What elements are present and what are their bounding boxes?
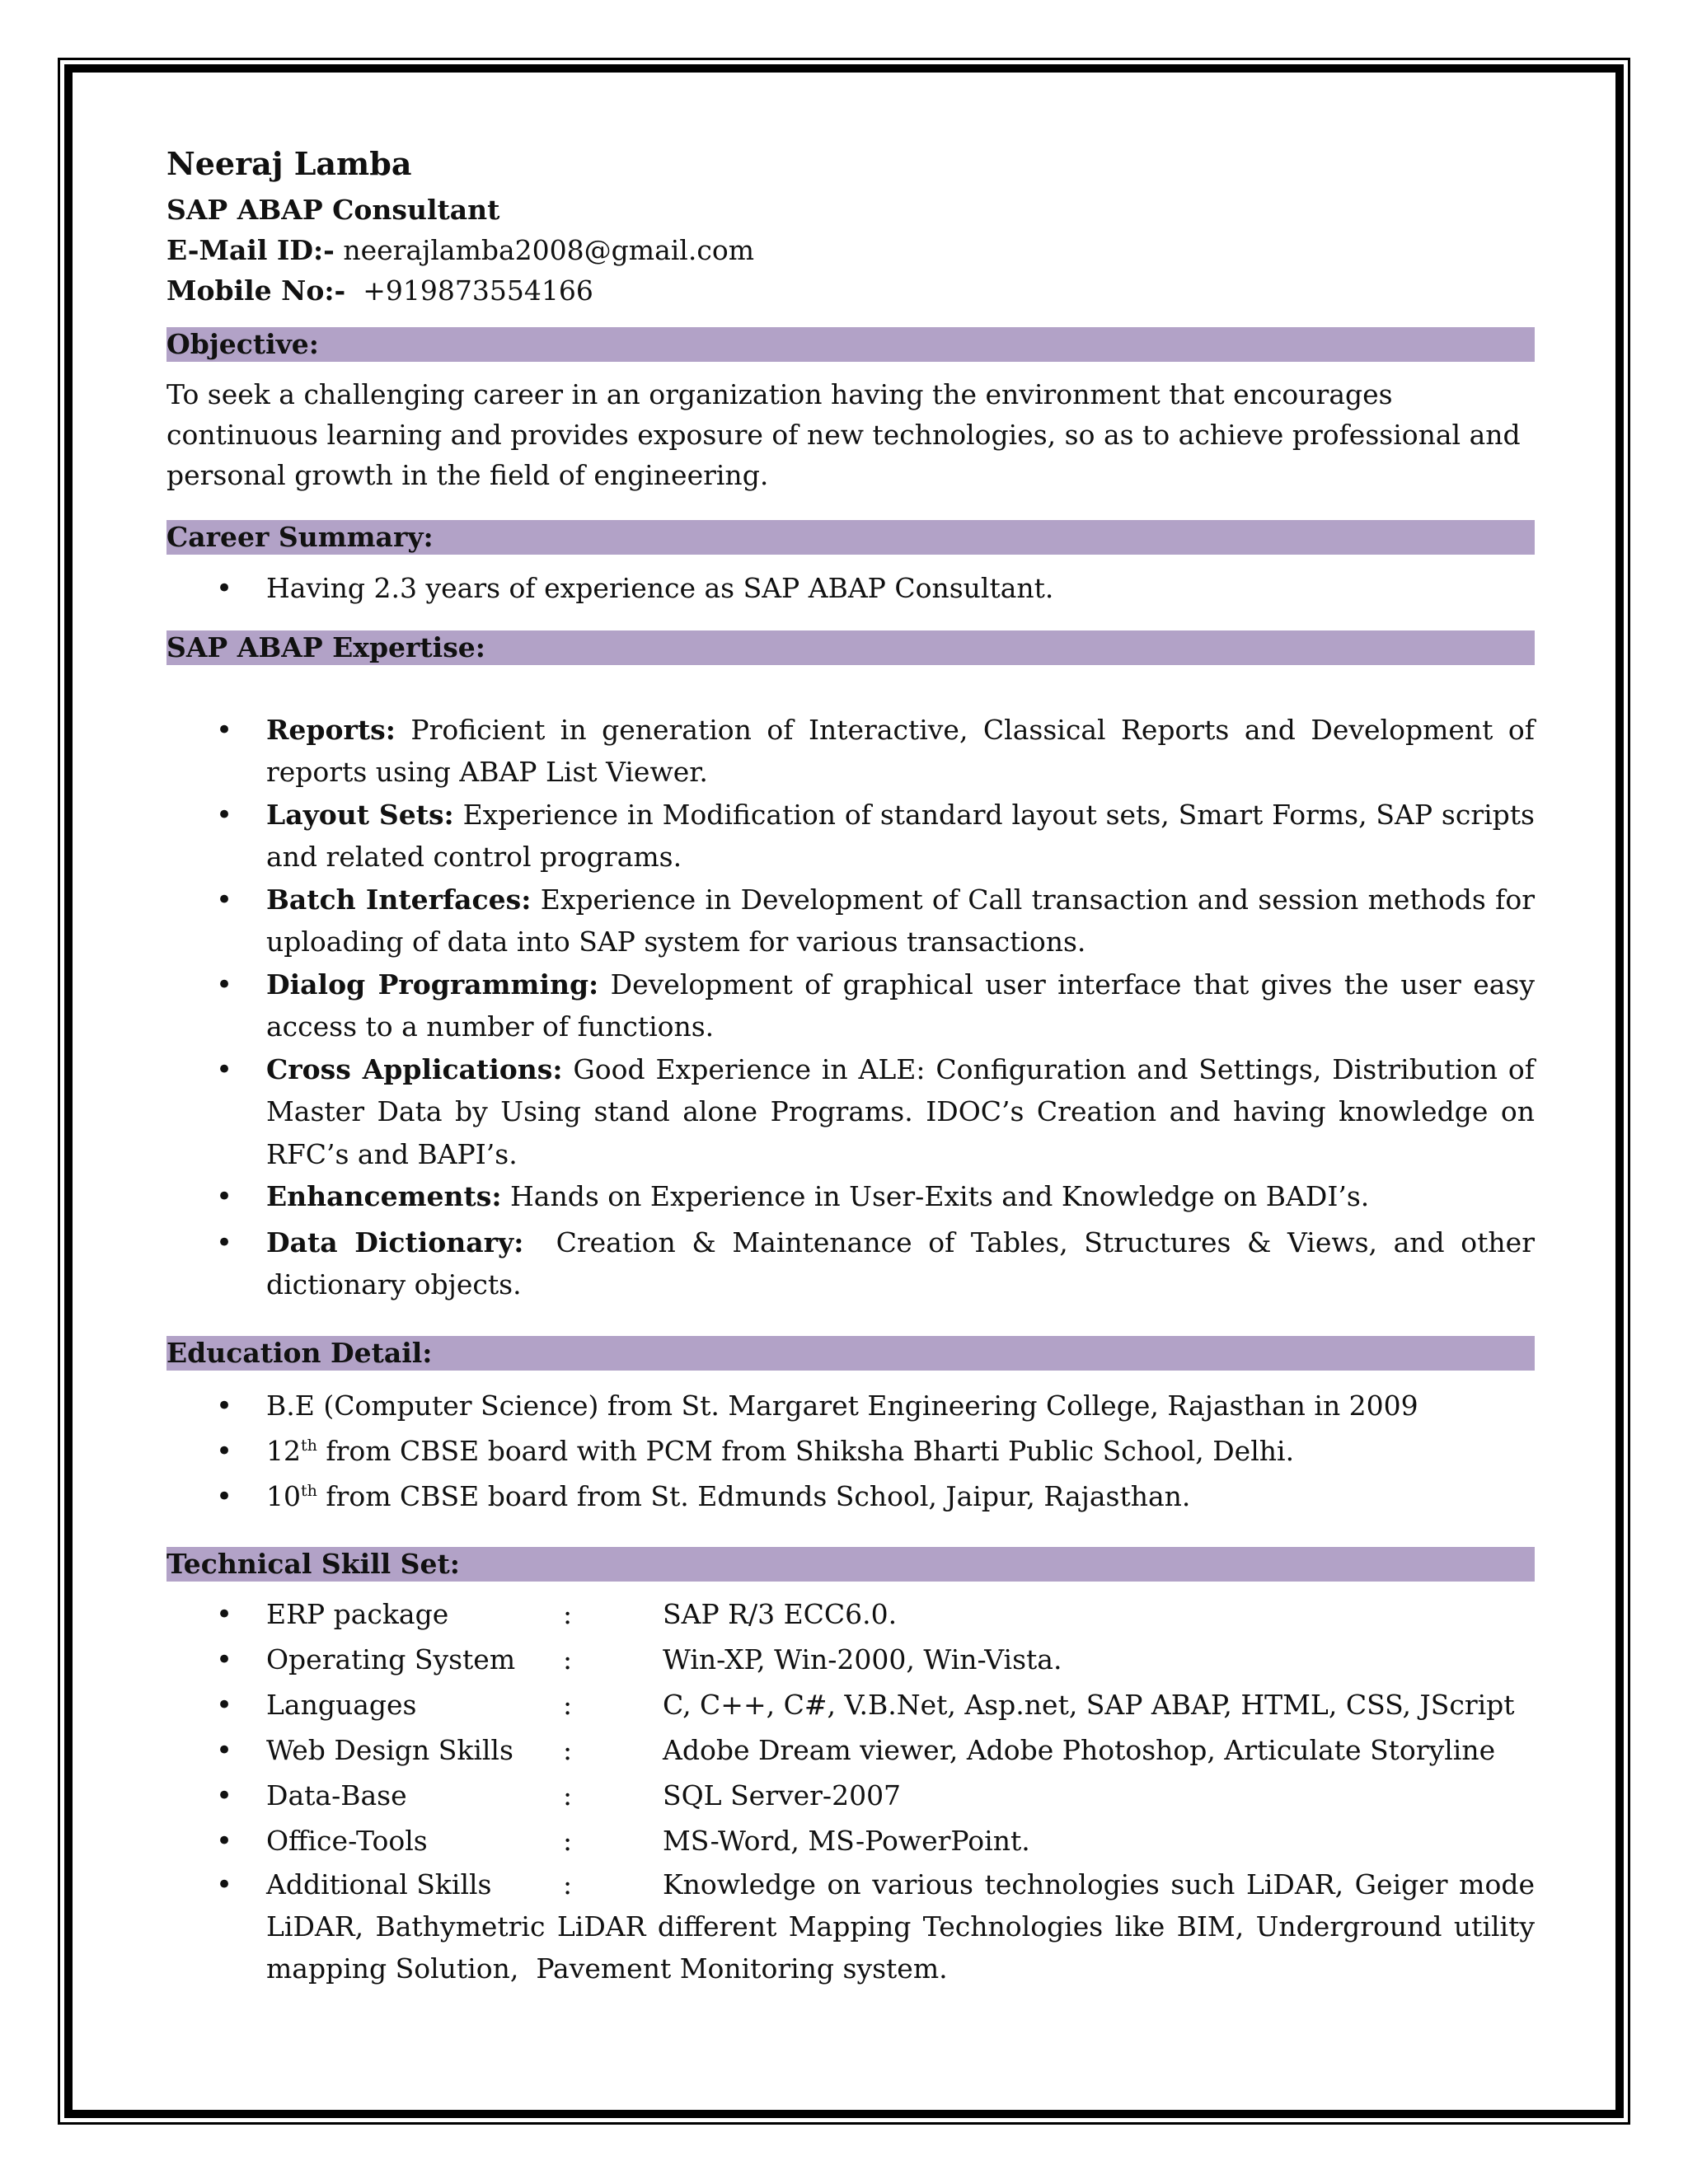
career-summary-list [166, 567, 1535, 610]
section-heading-objective: Objective: [166, 327, 1535, 362]
mobile-value: +919873554166 [345, 274, 593, 307]
bullet-icon [216, 1048, 232, 1092]
list-item: • Data Dictionary: Creation & Maintenance of Tables, Structures & Views, and other dictionary objects. [166, 1221, 1535, 1306]
bullet-icon [216, 1682, 232, 1728]
list-item: • Batch Interfaces: Experience in Development of Call transaction and session methods for uploading of data into SAP system for various transactions. [166, 879, 1535, 963]
bullet-icon [216, 709, 232, 752]
bullet-icon [216, 1221, 232, 1265]
candidate-name: Neeraj Lamba [166, 145, 412, 182]
list-item: • Enhancements: Hands on Experience in User-Exits and Knowledge on BADI’s. [166, 1175, 1535, 1218]
list-item: • Cross Applications: Good Experience in ALE: Configuration and Settings, Distribution of Master Data by Using stand alone Programs. IDOC’s Creation and having knowledge on RFC’s and BAPI’s. [166, 1048, 1535, 1176]
list-item: • Data-Base : SQL Server-2007 [166, 1773, 1535, 1818]
bullet-icon [216, 1383, 232, 1429]
list-item: • Office-Tools : MS-Word, MS-PowerPoint. [166, 1818, 1535, 1863]
candidate-title: SAP ABAP Consultant [166, 194, 500, 226]
list-item: • 10th from CBSE board from St. Edmunds School, Jaipur, Rajasthan. [166, 1474, 1535, 1519]
list-item: • Languages : C, C++, C#, V.B.Net, Asp.net, SAP ABAP, HTML, CSS, JScript [166, 1682, 1535, 1727]
list-item: • Having 2.3 years of experience as SAP ABAP Consultant. [166, 567, 1535, 610]
list-item: • B.E (Computer Science) from St. Margaret Engineering College, Rajasthan in 2009 [166, 1383, 1535, 1428]
bullet-icon [216, 1428, 232, 1474]
list-item: • Dialog Programming: Development of graphical user interface that gives the user easy access to a number of functions. [166, 963, 1535, 1048]
list-item: • Operating System : Win-XP, Win-2000, Win-Vista. [166, 1637, 1535, 1682]
bullet-icon [216, 1727, 232, 1774]
skills-list [166, 1591, 1544, 1990]
expertise-list [166, 709, 1544, 1306]
section-heading-education: Education Detail: [166, 1336, 1535, 1371]
education-list [166, 1383, 1535, 1519]
mobile-line [166, 270, 1535, 311]
mobile-label: Mobile No:- [166, 274, 346, 307]
section-heading-technical-skills: Technical Skill Set: [166, 1547, 1535, 1582]
bullet-icon [216, 1637, 232, 1683]
bullet-icon [216, 567, 232, 611]
resume-content [166, 138, 1544, 1990]
bullet-icon [216, 963, 232, 1007]
section-heading-career-summary: Career Summary: [166, 520, 1535, 555]
email-value: neerajlamba2008@gmail.com [334, 234, 754, 266]
list-item: • Layout Sets: Experience in Modification of standard layout sets, Smart Forms, SAP scripts and related control programs. [166, 794, 1535, 879]
bullet-icon [216, 1474, 232, 1520]
list-item: • Web Design Skills : Adobe Dream viewer, Adobe Photoshop, Articulate Storyline [166, 1727, 1535, 1773]
bullet-icon [216, 1818, 232, 1864]
list-item: • ERP package : SAP R/3 ECC6.0. [166, 1591, 1535, 1637]
list-item: • Reports: Proficient in generation of Interactive, Classical Reports and Development of reports using ABAP List Viewer. [166, 709, 1535, 794]
section-heading-expertise: SAP ABAP Expertise: [166, 630, 1535, 665]
list-item: • Additional Skills : Knowledge on various technologies such LiDAR, Geiger mode LiDAR, Bathymetric LiDAR different Mapping Technologies like BIM, Underground utility mapping Solution, Pavement Monitoring system. [166, 1863, 1535, 1990]
bullet-icon [216, 1175, 232, 1219]
bullet-icon [216, 1591, 232, 1638]
objective-text: To seek a challenging career in an organization having the environment that encourages continuous learning and provides exposure of new technologies, so as to achieve professional and personal growth in the field of engineering. [166, 378, 1521, 491]
bullet-icon [216, 794, 232, 837]
email-line [166, 230, 1535, 270]
bullet-icon [216, 879, 232, 922]
bullet-icon [216, 1773, 232, 1819]
list-item: • 12th from CBSE board with PCM from Shiksha Bharti Public School, Delhi. [166, 1428, 1535, 1474]
bullet-icon [216, 1863, 232, 1906]
email-label: E-Mail ID:- [166, 234, 335, 266]
